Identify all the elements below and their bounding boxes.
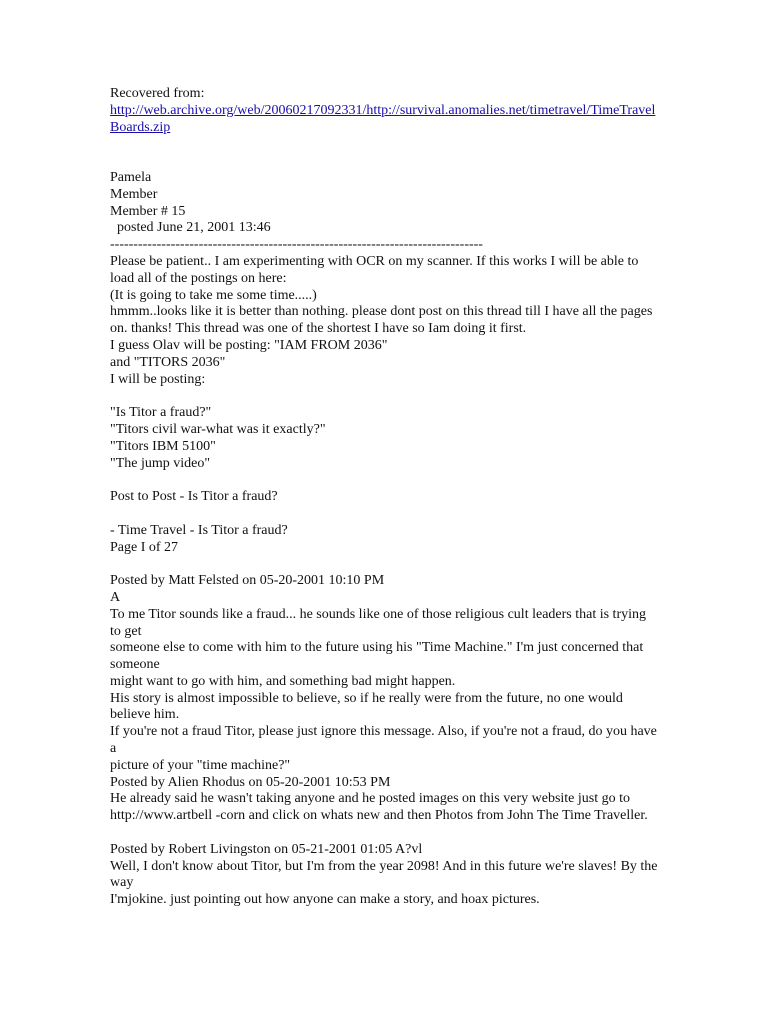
page-indicator: Page I of 27: [110, 539, 179, 555]
post-body-line: To me Titor sounds like a fraud... he sounds like one of those religious cult leaders that is trying to get: [110, 606, 650, 639]
separator-line: --------------------------------------------------------------------------------: [110, 237, 483, 253]
post-body-line: might want to go with him, and something bad might happen.: [110, 673, 456, 689]
post-body-line: I'mjokine. just pointing out how anyone can make a story, and hoax pictures.: [110, 892, 540, 908]
post-body-line: His story is almost impossible to believe, so if he really were from the future, no one would believe him.: [110, 690, 627, 723]
section-heading: - Time Travel - Is Titor a fraud?: [110, 522, 288, 538]
post-byline: Posted by Robert Livingston on 05-21-2001 01:05 A?vl: [110, 841, 423, 857]
intro-line: hmmm..looks like it is better than nothing. please dont post on this thread till I have all the pages on. thanks! This thread was one of the shortest I have so Iam doing it first.: [110, 304, 656, 337]
post-body-line: He already said he wasn't taking anyone and he posted images on this very website just go to http://www.artbell -corn and click on whats new and then Photos from John The Time Traveller.: [110, 791, 648, 824]
archive-link[interactable]: http://web.archive.org/web/20060217092331/http://survival.anomalies.net/timetravel/TimeTravelBoards.zip: [110, 102, 656, 135]
spacer: [110, 388, 658, 405]
spacer: [110, 472, 658, 489]
topic-item: "Is Titor a fraud?": [110, 405, 212, 421]
spacer: [110, 506, 658, 523]
document-page: [110, 86, 662, 909]
post-author: Pamela: [110, 169, 152, 185]
post-body-line: someone else to come with him to the future using his "Time Machine." I'm just concerned that someone: [110, 640, 647, 673]
post-date: posted June 21, 2001 13:46: [110, 220, 271, 236]
spacer: [110, 825, 658, 842]
post-body-line: If you're not a fraud Titor, please just ignore this message. Also, if you're not a fraud, do you have a: [110, 724, 661, 757]
topic-item: "The jump video": [110, 455, 211, 471]
intro-line: and "TITORS 2036": [110, 354, 226, 370]
intro-line: (It is going to take me some time.....): [110, 287, 317, 303]
spacer: [110, 136, 658, 170]
post-to-post-heading: Post to Post - Is Titor a fraud?: [110, 489, 278, 505]
intro-line: I will be posting:: [110, 371, 206, 387]
topic-item: "Titors IBM 5100": [110, 438, 216, 454]
intro-line: Please be patient.. I am experimenting with OCR on my scanner. If this works I will be able to load all of the postings on here:: [110, 253, 642, 286]
post-byline: Posted by Matt Felsted on 05-20-2001 10:10 PM: [110, 573, 385, 589]
recovered-label: Recovered from:: [110, 86, 205, 101]
post-body-line: picture of your "time machine?": [110, 757, 291, 773]
post-member-number: Member # 15: [110, 203, 186, 219]
post-author-role: Member: [110, 186, 158, 202]
post-byline: Posted by Alien Rhodus on 05-20-2001 10:53 PM: [110, 774, 391, 790]
topic-item: "Titors civil war-what was it exactly?": [110, 421, 326, 437]
spacer: [110, 556, 658, 573]
post-body-line: Well, I don't know about Titor, but I'm from the year 2098! And in this future we're slaves! By the way: [110, 858, 662, 891]
intro-line: I guess Olav will be posting: "IAM FROM 2036": [110, 337, 388, 353]
post-body-line: A: [110, 589, 121, 605]
